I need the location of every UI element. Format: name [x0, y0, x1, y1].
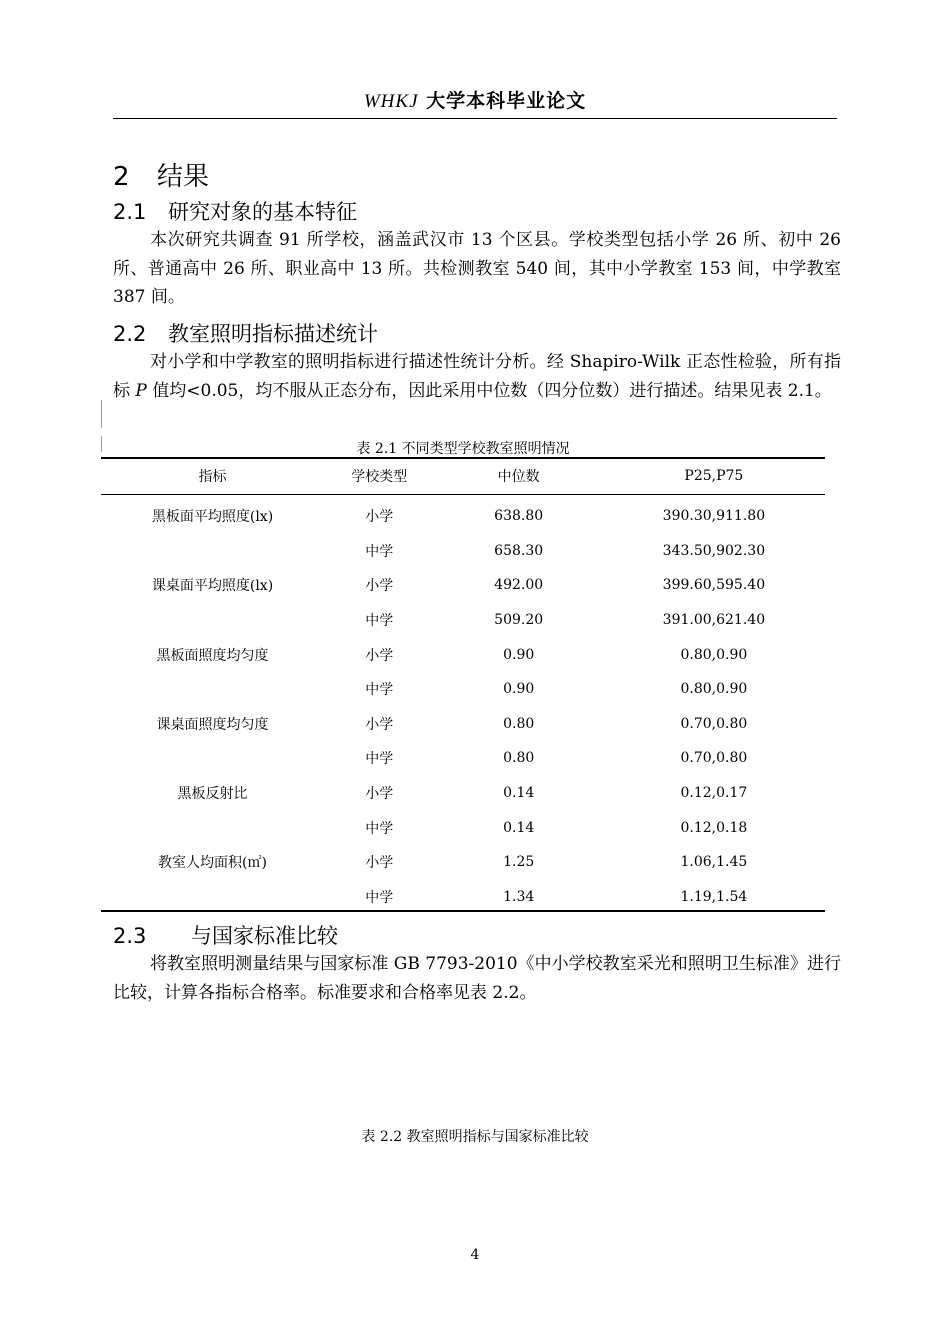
table-cell: 黑板面平均照度(lx): [151, 509, 274, 526]
table-cell: 课桌面照度均匀度: [156, 716, 269, 733]
table-row: [101, 568, 825, 603]
table-cell: 教室人均面积(㎡): [158, 855, 267, 872]
table-cell: 638.80: [494, 508, 544, 525]
table-cell: 0.80: [503, 715, 535, 732]
section-2-heading: [113, 156, 209, 193]
table-cell: 小学: [365, 509, 394, 526]
table-cell: 黑板面照度均匀度: [156, 647, 269, 664]
table-cell: 0.12,0.17: [680, 785, 748, 802]
table-row: [101, 707, 825, 742]
header-latin: WHKJ: [363, 91, 419, 112]
table-cell: 492.00: [494, 577, 544, 594]
section-2-3-number: 2.3: [113, 924, 147, 948]
section-2-3-title: 与国家标准比较: [191, 924, 338, 948]
table-row: [101, 672, 825, 707]
table-cell: 0.12,0.18: [680, 819, 748, 836]
section-2-2-paragraph: [113, 348, 841, 405]
table-cell: 中学: [365, 820, 394, 837]
table-cell: [101, 672, 324, 707]
margin-mark: [101, 400, 103, 428]
table-body: [101, 495, 825, 915]
column-header: 学校类型: [324, 458, 435, 495]
column-header: P25,P75: [603, 458, 825, 495]
section-2-title: 结果: [157, 162, 210, 192]
p-value-symbol: P: [135, 380, 147, 401]
table-row: [101, 603, 825, 638]
section-2-3-paragraph: 将教室照明测量结果与国家标准 GB 7793-2010《中小学校教室采光和照明卫生标准》进行比较，计算各指标合格率。标准要求和合格率见表 2.2。: [113, 954, 841, 1003]
table-cell: 中学: [365, 682, 394, 699]
table-cell: [101, 810, 324, 845]
table-row: [101, 880, 825, 915]
table-header-row: [101, 458, 825, 495]
table-cell: 1.19,1.54: [680, 888, 748, 905]
table-row: [101, 637, 825, 672]
section-2-2-title: 教室照明指标描述统计: [168, 322, 378, 346]
table-cell: 509.20: [494, 612, 544, 629]
page-number: 4: [470, 1247, 480, 1263]
table-row: [101, 845, 825, 880]
table-cell: 小学: [365, 716, 394, 733]
section-2-1-title: 研究对象的基本特征: [168, 200, 357, 224]
table-cell: 小学: [365, 647, 394, 664]
table-cell: 399.60,595.40: [662, 577, 766, 594]
table-cell: 343.50,902.30: [662, 542, 766, 559]
table-row: [101, 534, 825, 569]
table-cell: 课桌面平均照度(lx): [151, 578, 274, 595]
section-2-2-number: 2.2: [113, 322, 147, 346]
table-row: [101, 495, 825, 534]
table-cell: 0.80,0.90: [680, 681, 748, 698]
table-cell: 0.80,0.90: [680, 646, 748, 663]
table-cell: 小学: [365, 786, 394, 803]
column-header: 指标: [101, 458, 324, 495]
table-cell: 0.90: [503, 681, 535, 698]
table-cell: 0.90: [503, 646, 535, 663]
paragraph-text-a: 对小学和中学教室的照明指标进行描述性统计分析。经 Shapiro-Wilk 正态性检验，所有指标: [113, 352, 841, 401]
section-2-1-paragraph: 本次研究共调查 91 所学校，涵盖武汉市 13 个区县。学校类型包括小学 26 所、初中 26 所、普通高中 26 所、职业高中 13 所。共检测教室 540 间，其中小学教室 153 间，中学教室 387 间。: [113, 230, 841, 307]
table-cell: 1.06,1.45: [680, 854, 748, 871]
section-2-2-heading: [113, 318, 378, 348]
column-header: 中位数: [435, 458, 603, 495]
table-cell: [101, 880, 324, 915]
paragraph-text-b: 值均<0.05，均不服从正态分布，因此采用中位数（四分位数）进行描述。结果见表 2.1。: [146, 380, 832, 401]
section-2-number: 2: [113, 162, 130, 192]
table-cell: 0.14: [503, 785, 535, 802]
table-cell: 黑板反射比: [177, 786, 248, 803]
table-2-2-caption: 表 2.2 教室照明指标与国家标准比较: [361, 1129, 589, 1145]
table-row: [101, 776, 825, 811]
table-cell: 小学: [365, 578, 394, 595]
table-2-1: [101, 458, 825, 914]
table-cell: 中学: [365, 751, 394, 768]
table-cell: 0.80: [503, 750, 535, 767]
table-cell: 391.00,621.40: [662, 612, 766, 629]
table-cell: 0.70,0.80: [680, 715, 748, 732]
table-cell: 658.30: [494, 542, 544, 559]
table-row: [101, 741, 825, 776]
table-cell: 中学: [365, 889, 394, 906]
section-2-3-heading: [113, 920, 338, 950]
header-rule: [113, 118, 837, 119]
section-2-1-number: 2.1: [113, 200, 147, 224]
header-title: 大学本科毕业论文: [426, 90, 587, 112]
table-cell: 中学: [365, 543, 394, 560]
table-cell: 小学: [365, 855, 394, 872]
running-header: [113, 86, 837, 113]
table-cell: 0.14: [503, 819, 535, 836]
table-cell: 1.34: [503, 888, 535, 905]
section-2-1-heading: [113, 196, 357, 226]
table-cell: 1.25: [503, 854, 535, 871]
table-cell: [101, 603, 324, 638]
table-bottom-rule: [101, 910, 825, 912]
table-cell: 390.30,911.80: [662, 508, 766, 525]
table-cell: 0.70,0.80: [680, 750, 748, 767]
table-row: [101, 810, 825, 845]
table-cell: [101, 741, 324, 776]
table-cell: [101, 534, 324, 569]
table-2-1-caption: 表 2.1 不同类型学校教室照明情况: [356, 441, 570, 457]
table-cell: 中学: [365, 613, 394, 630]
